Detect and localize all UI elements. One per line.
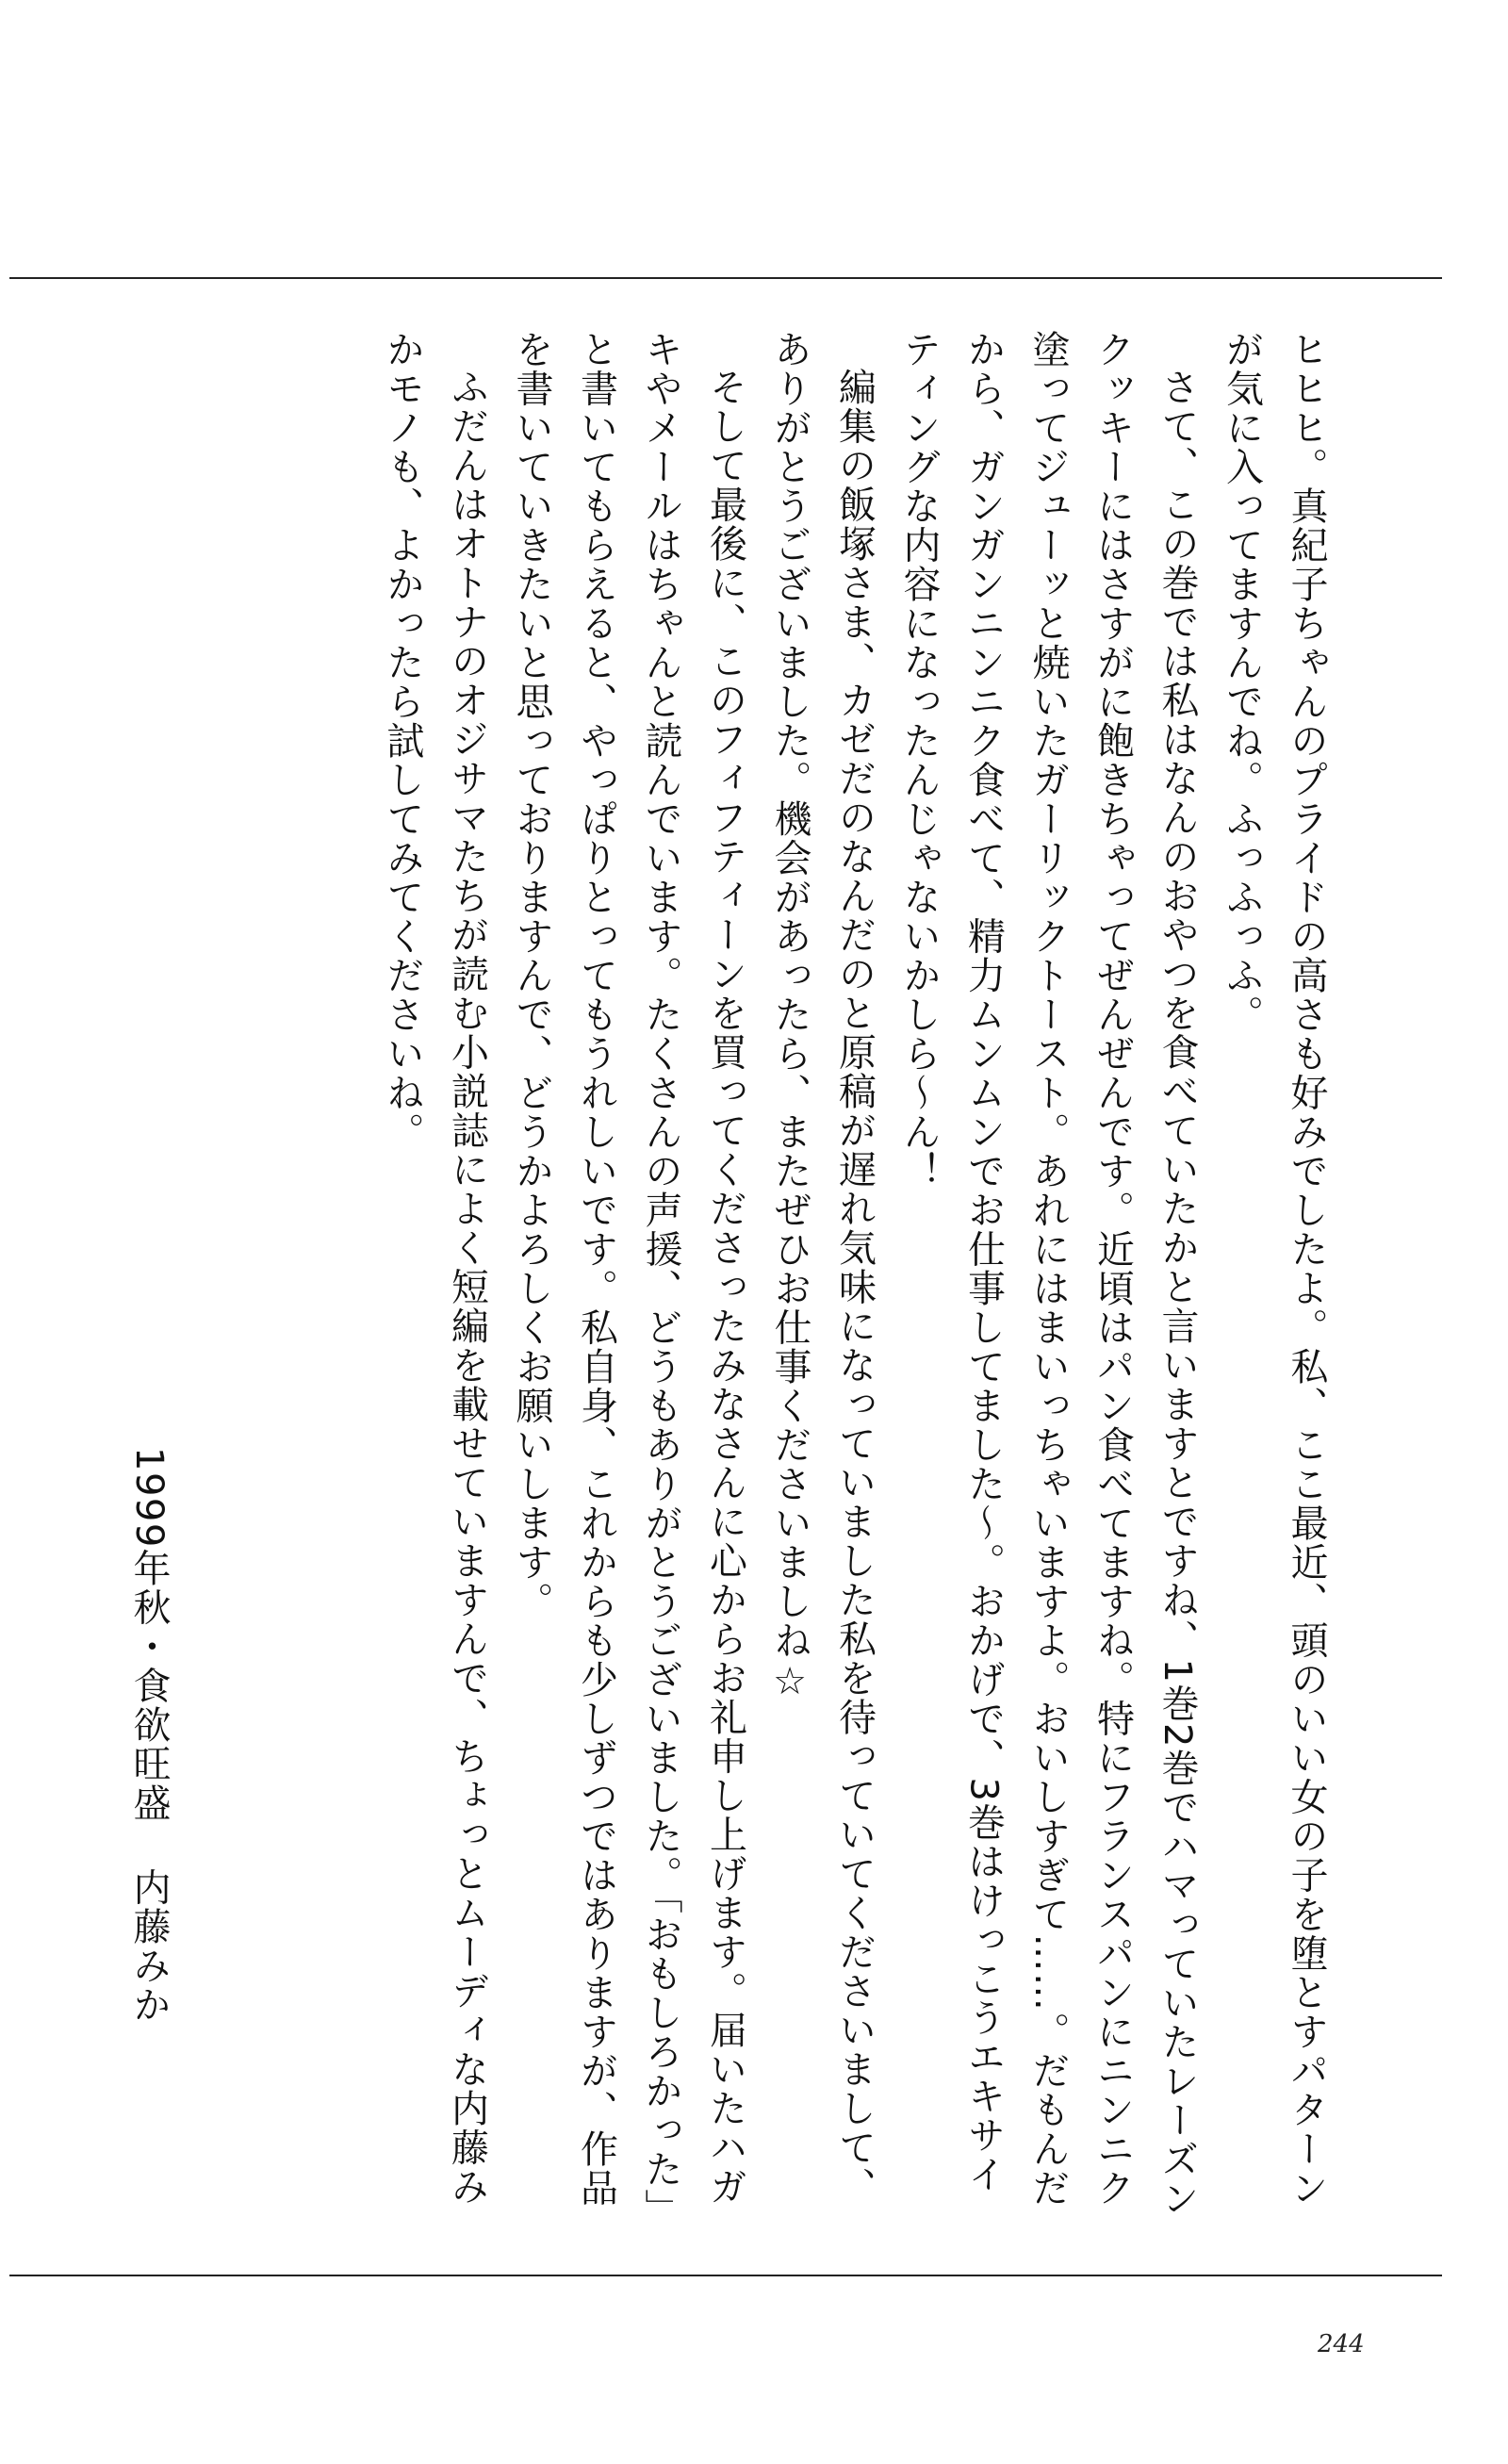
afterword-text — [113, 330, 1338, 2225]
signature — [121, 1447, 177, 2126]
page-number: 244 — [1318, 2330, 1365, 2358]
paragraph-2: さて、この巻では私はなんのおやつを食べていたかと言いますとですね、1巻2巻でハマっていたレーズンクッキーにはさすがに飽きちゃってぜんぜんです。近頃はパン食べてますね。特にフランスパンにニンニク塗ってジューッと焼いたガーリックトースト。あれにはまいっちゃいますよ。おいしすぎて……。だもんだから、ガンガンニンニク食べて、精力ムンムンでお仕事してました～。おかげで、3巻はけっこうエキサイティングな内容になったんじゃないかしら～ん！ — [897, 330, 1199, 2218]
paragraph-3: 編集の飯塚さま、カゼだのなんだのと原稿が遅れ気味になっていました私を待っていてくださいまして、ありがとうございました。機会があったら、またぜひお仕事くださいましね☆ — [768, 330, 877, 2207]
top-rule — [9, 277, 1442, 279]
paragraph-5: ふだんはオトナのオジサマたちが読む小説誌によく短編を載せていますんで、ちょっとムーディな内藤みかモノも、よかったら試してみてくださいね。 — [381, 330, 489, 2207]
bottom-rule — [9, 2275, 1442, 2276]
paragraph-4: そして最後に、このフィフティーンを買ってくださったみなさんに心からお礼申し上げます。届いたハガキやメールはちゃんと読んでいます。たくさんの声援、どうもありがとうございました。「おもしろかった」と書いてもらえると、やっぱりとってもうれしいです。私自身、これからも少しずつではありますが、作品を書いていきたいと思っておりますんで、どうかよろしくお願いします。 — [510, 330, 747, 2209]
signature-date: 1999年秋・食欲旺盛 — [127, 1447, 171, 1823]
signature-author: 内藤みか — [127, 1867, 171, 2025]
paragraph-1: ヒヒヒ。真紀子ちゃんのプライドの高さも好みでしたよ。私、ここ最近、頭のいい女の子を堕とすパターンが気に入ってますんでね。ふっふっふ。 — [1220, 330, 1328, 2208]
